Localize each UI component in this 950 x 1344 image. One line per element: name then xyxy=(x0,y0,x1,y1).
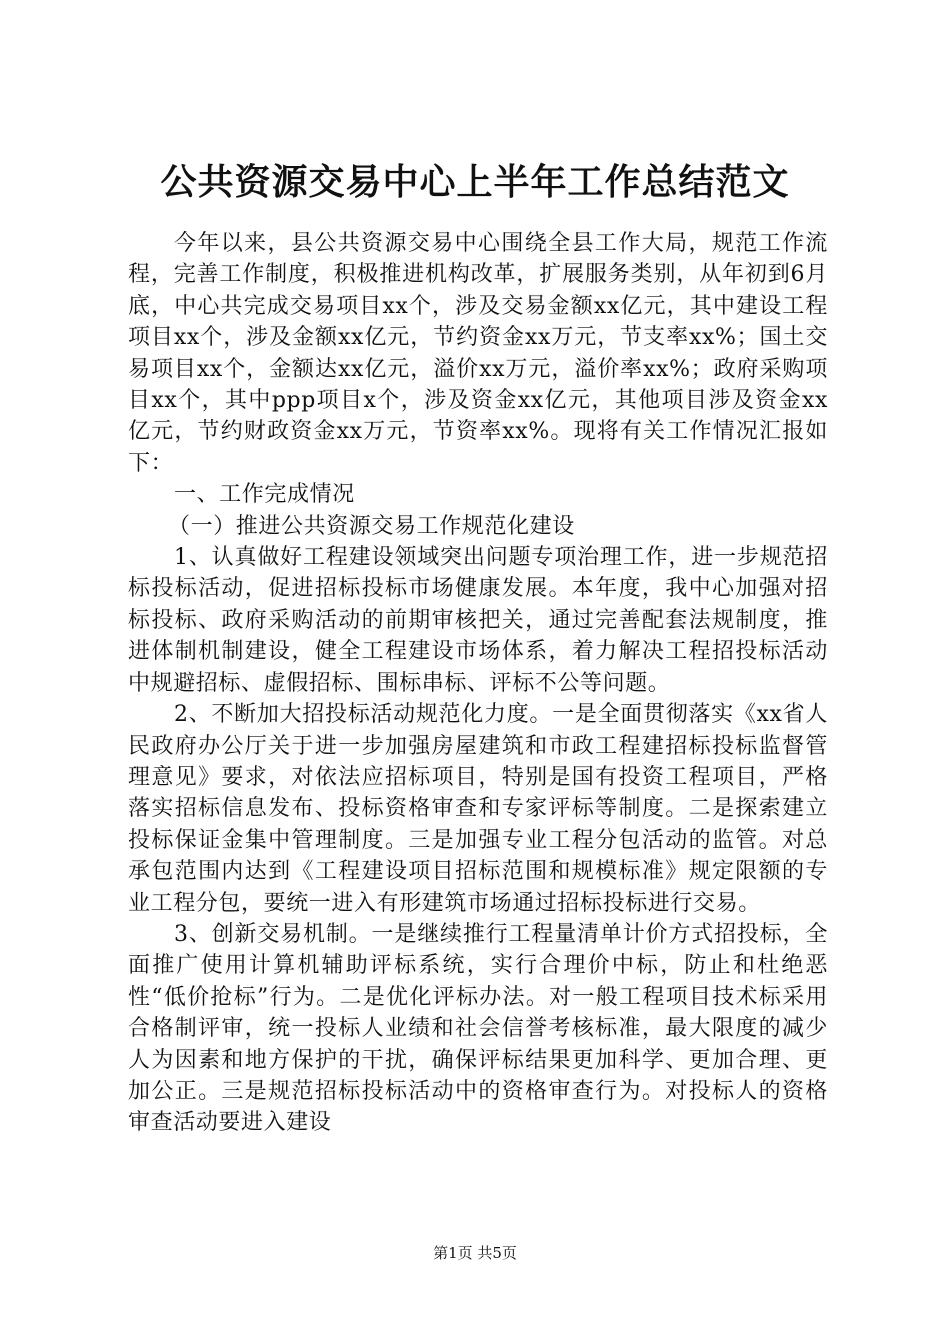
document-body xyxy=(128,228,828,1139)
paragraph-item-1: 1、认真做好工程建设领域突出问题专项治理工作，进一步规范招标投标活动，促进招标投标市场健康发展。本年度，我中心加强对招标投标、政府采购活动的前期审核把关，通过完善配套法规制度，推进体制机制建设，健全工程建设市场体系，着力解决工程招投标活动中规避招标、虚假招标、围标串标、评标不公等问题。 xyxy=(128,545,828,696)
page-footer: 第1页 共5页 xyxy=(433,1244,517,1262)
subsection-heading: （一）推进公共资源交易工作规范化建设 xyxy=(168,513,575,539)
intro-paragraph: 今年以来，县公共资源交易中心围绕全县工作大局，规范工作流程，完善工作制度，积极推进机构改革，扩展服务类别，从年初到6月底，中心共完成交易项目xx个，涉及交易金额xx亿元，其中建设工程项目xx个，涉及金额xx亿元，节约资金xx万元，节支率xx%；国土交易项目xx个，金额达xx亿元，溢价xx万元，溢价率xx%；政府采购项目xx个，其中ppp项目x个，涉及资金xx亿元，其他项目涉及资金xx亿元，节约财政资金xx万元，节资率xx%。现将有关工作情况汇报如下： xyxy=(128,231,828,476)
paragraph-item-2: 2、不断加大招投标活动规范化力度。一是全面贯彻落实《xx省人民政府办公厅关于进一步加强房屋建筑和市政工程建招标投标监督管理意见》要求，对依法应招标项目，特别是国有投资工程项目，严格落实招标信息发布、投标资格审查和专家评标等制度。二是探索建立投标保证金集中管理制度。三是加强专业工程分包活动的监管。对总承包范围内达到《工程建设项目招标范围和规模标准》规定限额的专业工程分包，要统一进入有形建筑市场通过招标投标进行交易。 xyxy=(128,702,828,916)
paragraph-item-3: 3、创新交易机制。一是继续推行工程量清单计价方式招投标，全面推广使用计算机辅助评标系统，实行合理价中标，防止和杜绝恶性“低价抢标”行为。二是优化评标办法。对一般工程项目技术标采用合格制评审，统一投标人业绩和社会信誉考核标准，最大限度的减少人为因素和地方保护的干扰，确保评标结果更加科学、更加合理、更加公正。三是规范招标投标活动中的资格审查行为。对投标人的资格审查活动要进入建设 xyxy=(128,921,828,1136)
document-title: 公共资源交易中心上半年工作总结范文 xyxy=(160,161,790,203)
section-heading: 一、工作完成情况 xyxy=(174,482,355,508)
